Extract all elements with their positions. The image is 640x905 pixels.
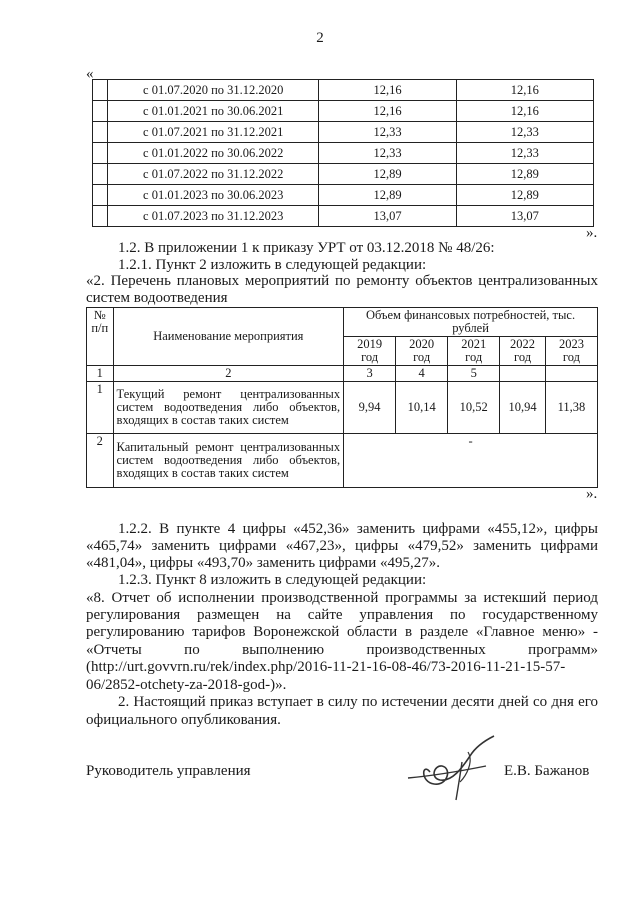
tariff-value-2: 12,89 bbox=[456, 185, 593, 206]
table-row bbox=[87, 382, 598, 434]
tariff-period: с 01.01.2023 по 30.06.2023 bbox=[108, 185, 319, 206]
page-number: 2 bbox=[316, 30, 324, 46]
paragraph-1-2: 1.2. В приложении 1 к приказу УРТ от 03.12.2018 № 48/26: bbox=[118, 240, 495, 256]
close-quote-2: ». bbox=[586, 486, 598, 502]
row-value-2023: 11,38 bbox=[545, 382, 597, 434]
tariff-blank-cell bbox=[93, 185, 108, 206]
paragraph-1-2-2-line3: «481,04», цифры «493,70» заменить цифрами «495,27». bbox=[86, 555, 440, 571]
header-year-2019: 2019 год bbox=[344, 337, 396, 366]
index-cell: 2 bbox=[113, 366, 344, 382]
tariff-period: с 01.07.2021 по 31.12.2021 bbox=[108, 122, 319, 143]
paragraph-1-2-2-line2: «465,74» заменить цифрами «467,23», цифры «479,52» заменить цифрами bbox=[86, 538, 598, 554]
tariff-value-2: 12,33 bbox=[456, 143, 593, 164]
index-cell: 5 bbox=[448, 366, 500, 382]
row-name: Капитальный ремонт централизованных систем водоотведения либо объектов, входящих в состав таких систем bbox=[113, 434, 344, 488]
paragraph-2-line1: 2. Настоящий приказ вступает в силу по истечении десяти дней со дня его bbox=[118, 694, 598, 710]
row-value-2020: 10,14 bbox=[396, 382, 448, 434]
table-row bbox=[93, 164, 594, 185]
table-row bbox=[93, 80, 594, 101]
header-volume: Объем финансовых потребностей, тыс. рублей bbox=[344, 308, 598, 337]
row-value-2022: 10,94 bbox=[500, 382, 546, 434]
tariff-value-2: 12,16 bbox=[456, 101, 593, 122]
paragraph-1-2-2-line1: 1.2.2. В пункте 4 цифры «452,36» заменить цифрами «455,12», цифры bbox=[118, 521, 598, 537]
tariff-value-1: 12,16 bbox=[319, 80, 456, 101]
paragraph-1-2-1: 1.2.1. Пункт 2 изложить в следующей редакции: bbox=[118, 257, 427, 273]
signature-image bbox=[400, 732, 500, 804]
tariff-value-1: 12,33 bbox=[319, 122, 456, 143]
tariff-value-1: 12,33 bbox=[319, 143, 456, 164]
tariff-period: с 01.01.2021 по 30.06.2021 bbox=[108, 101, 319, 122]
header-year-2021: 2021 год bbox=[448, 337, 500, 366]
section-8-line4: «Отчеты по выполнению производственных программ» bbox=[86, 642, 598, 658]
section-8-line1: «8. Отчет об исполнении производственной программы за истекший период bbox=[86, 590, 598, 606]
tariff-period: с 01.07.2020 по 31.12.2020 bbox=[108, 80, 319, 101]
signer-title: Руководитель управления bbox=[86, 763, 251, 779]
index-cell: 3 bbox=[344, 366, 396, 382]
tariff-value-2: 12,89 bbox=[456, 164, 593, 185]
tariff-value-1: 13,07 bbox=[319, 206, 456, 227]
table-row bbox=[93, 185, 594, 206]
tariff-value-1: 12,89 bbox=[319, 185, 456, 206]
tariff-value-2: 13,07 bbox=[456, 206, 593, 227]
section-2-title-line2: систем водоотведения bbox=[86, 290, 228, 306]
header-name: Наименование мероприятия bbox=[113, 308, 344, 366]
section-8-link-line1: (http://urt.govvrn.ru/rek/index.php/2016-11-21-16-08-46/73-2016-11-21-15-57- bbox=[86, 659, 566, 675]
tariff-blank-cell bbox=[93, 80, 108, 101]
tariff-blank-cell bbox=[93, 206, 108, 227]
tariff-blank-cell bbox=[93, 101, 108, 122]
table-row bbox=[87, 434, 598, 488]
tariff-value-1: 12,16 bbox=[319, 101, 456, 122]
header-num: № п/п bbox=[87, 308, 114, 366]
tariff-value-1: 12,89 bbox=[319, 164, 456, 185]
tariff-blank-cell bbox=[93, 164, 108, 185]
index-cell bbox=[545, 366, 597, 382]
header-year-2023: 2023 год bbox=[545, 337, 597, 366]
section-2-title-line1: «2. Перечень плановых мероприятий по ремонту объектов централизованных bbox=[86, 273, 598, 289]
row-num: 2 bbox=[87, 434, 114, 488]
index-cell bbox=[500, 366, 546, 382]
paragraph-1-2-3: 1.2.3. Пункт 8 изложить в следующей редакции: bbox=[118, 572, 427, 588]
header-year-2022: 2022 год bbox=[500, 337, 546, 366]
index-cell: 4 bbox=[396, 366, 448, 382]
header-year-2020: 2020 год bbox=[396, 337, 448, 366]
section-8-line3: регулированию тарифов Воронежской области в разделе «Главное меню» - bbox=[86, 624, 598, 640]
tariff-period: с 01.07.2022 по 31.12.2022 bbox=[108, 164, 319, 185]
row-value-2019: 9,94 bbox=[344, 382, 396, 434]
row-value-2021: 10,52 bbox=[448, 382, 500, 434]
tariff-blank-cell bbox=[93, 143, 108, 164]
tariff-period: с 01.07.2023 по 31.12.2023 bbox=[108, 206, 319, 227]
table-row bbox=[93, 122, 594, 143]
table-row bbox=[93, 101, 594, 122]
tariff-table bbox=[92, 79, 594, 227]
row-name: Текущий ремонт централизованных систем водоотведения либо объектов, входящих в состав таких систем bbox=[113, 382, 344, 434]
paragraph-2-line2: официального опубликования. bbox=[86, 712, 281, 728]
plan-table bbox=[86, 307, 598, 488]
tariff-period: с 01.01.2022 по 30.06.2022 bbox=[108, 143, 319, 164]
row-dash: - bbox=[344, 434, 598, 488]
table-row bbox=[93, 206, 594, 227]
open-quote: « bbox=[86, 66, 94, 82]
signer-name: Е.В. Бажанов bbox=[504, 763, 590, 779]
tariff-value-2: 12,16 bbox=[456, 80, 593, 101]
tariff-table-body bbox=[93, 80, 594, 227]
table-row bbox=[93, 143, 594, 164]
close-quote-1: ». bbox=[586, 225, 598, 241]
section-8-line2: регулирования размещен на сайте управления по государственному bbox=[86, 607, 598, 623]
tariff-value-2: 12,33 bbox=[456, 122, 593, 143]
row-num: 1 bbox=[87, 382, 114, 434]
section-8-link-line2: 06/2852-otchety-za-2018-god-)». bbox=[86, 677, 287, 693]
tariff-blank-cell bbox=[93, 122, 108, 143]
index-cell: 1 bbox=[87, 366, 114, 382]
